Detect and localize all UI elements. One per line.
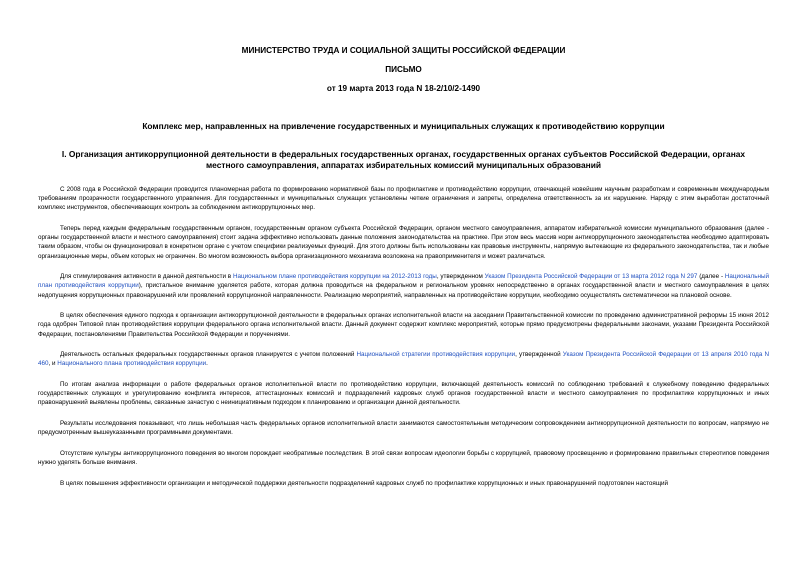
paragraph-1: С 2008 года в Российской Федерации проводится планомерная работа по формированию нормативной базы по профилактике и противодействию коррупции, отвечающей новейшим научным разработкам и современным международным требованиям прозрачности государственного управления. Для государственных и муниципальных служащих установлены четкие ограничения и запреты, определена ответственность за их нарушение. Наряду с этим выработан достаточный комплекс инструментов, обеспечивающих контроль за соблюдением антикоррупционных мер. [38,186,769,212]
paragraph-3-text-b: , утвержденном [436,273,485,281]
link-national-plan[interactable]: Национального плана противодействия коррупции [57,360,207,368]
paragraph-5 [38,350,769,368]
paragraph-3-text-d: ), пристальное внимание уделяется работе, которая должна проводиться на федеральном и региональном уровнях непосредственно в органах государственной власти и местного самоуправления в целях недопущения коррупционных правонарушений или проявлений коррупционной направленности. Реализацию мероприятий, направленных на противодействие коррупции, необходимо осуществлять систематически на плановой основе. [38,282,769,299]
paragraph-4: В целях обеспечения единого подхода к организации антикоррупционной деятельности в федеральных органах исполнительной власти на заседании Правительственной комиссии по проведению административной реформы 15 июня 2012 года одобрен Типовой план противодействия коррупции федерального органа исполнительной власти. Данный документ содержит комплекс мероприятий, которые прямо предусмотрены федеральными законами, указами Президента Российской Федерации, постановлениями Правительства Российской Федерации и поручениями. [38,312,769,338]
paragraph-3-text-c: (далее - [697,273,725,281]
document-date-number: от 19 марта 2013 года N 18-2/10/2-1490 [326,84,481,93]
link-national-plan-short[interactable]: Национальный план противодействия коррупции [38,273,770,290]
link-national-anticorruption-plan[interactable]: Национальном плане противодействия коррупции на 2012-2013 годы [232,273,437,281]
link-presidential-decree-460[interactable]: Указом Президента Российской Федерации от 13 апреля 2010 года N 460 [38,351,769,368]
ministry-heading: МИНИСТЕРСТВО ТРУДА И СОЦИАЛЬНОЙ ЗАЩИТЫ РОССИЙСКОЙ ФЕДЕРАЦИИ [241,46,566,55]
paragraph-8: Отсутствие культуры антикоррупционного поведения во многом порождает необратимые последствия. В этой связи вопросам идеологии борьбы с коррупцией, правовому просвещению и формированию правильных стереотипов поведения нужно уделять больше внимания. [38,449,769,466]
link-presidential-decree-297[interactable]: Указом Президента Российской Федерации от 13 марта 2012 года N 297 [484,273,698,281]
document-title: Комплекс мер, направленных на привлечение государственных и муниципальных служащих к противодействию коррупции [142,121,665,131]
link-national-anticorruption-strategy[interactable]: Национальной стратегии противодействия коррупции [356,351,516,359]
paragraph-5-text-c: , и [48,360,58,368]
paragraph-5-text-b: , утвержденной [515,351,563,359]
paragraph-5-text-d: . [206,360,208,368]
paragraph-3-text-a: Для стимулирования активности в данной деятельности в [60,273,233,281]
paragraph-6: По итогам анализа информации о работе федеральных органов исполнительной власти по противодействию коррупции, включающей деятельность комиссий по соблюдению требований к служебному поведению федеральных государственных служащих и урегулированию конфликта интересов, аттестационных комиссий и подразделений кадровых служб органов государственной власти и местного самоуправления по профилактике коррупционных и иных правонарушений выявлены проблемы, связанные зачастую с неинициативным подходом к планированию и организации данной деятельности. [38,381,769,407]
section-heading: I. Организация антикоррупционной деятельности в федеральных государственных органах, государственных органах субъектов Российской Федерации, органах местного самоуправления, аппаратах избирательных комиссий муниципальных образований [61,149,746,170]
document-type: ПИСЬМО [385,65,422,74]
paragraph-7: Результаты исследования показывают, что лишь небольшая часть федеральных органов исполнительной власти занимаются самостоятельным методическим сопровождением антикоррупционной деятельности по вопросам, напрямую не предусмотренным вышеуказанными программными документами. [38,420,769,437]
paragraph-5-text-a: Деятельность остальных федеральных государственных органов планируется с учетом положений [60,351,357,359]
paragraph-9: В целях повышения эффективности организации и методической поддержки деятельности подразделений кадровых служб по профилактике коррупционных и иных правонарушений подготовлен настоящий [60,479,669,487]
paragraph-3 [38,272,769,300]
paragraph-2: Теперь перед каждым федеральным государственным органом, государственным органом субъекта Российской Федерации, органом местного самоуправления, аппаратом избирательной комиссии муниципального образования (далее - органы государственной власти и местного самоуправления) стоит задача эффективно использовать данные положения законодательства на практике. При этом весь массив норм антикоррупционного законодательства необходимо адаптировать таким образом, чтобы он функционировал в конкретном органе с учетом специфики реализуемых функций. Для этого должны быть использованы как правовые инструменты, напрямую вытекающие из федерального законодательства, так и любые организационные меры, объем которых не ограничен. Во многом возможность выбора организационного механизма возложена на правоприменителя и может различаться. [38,225,769,260]
